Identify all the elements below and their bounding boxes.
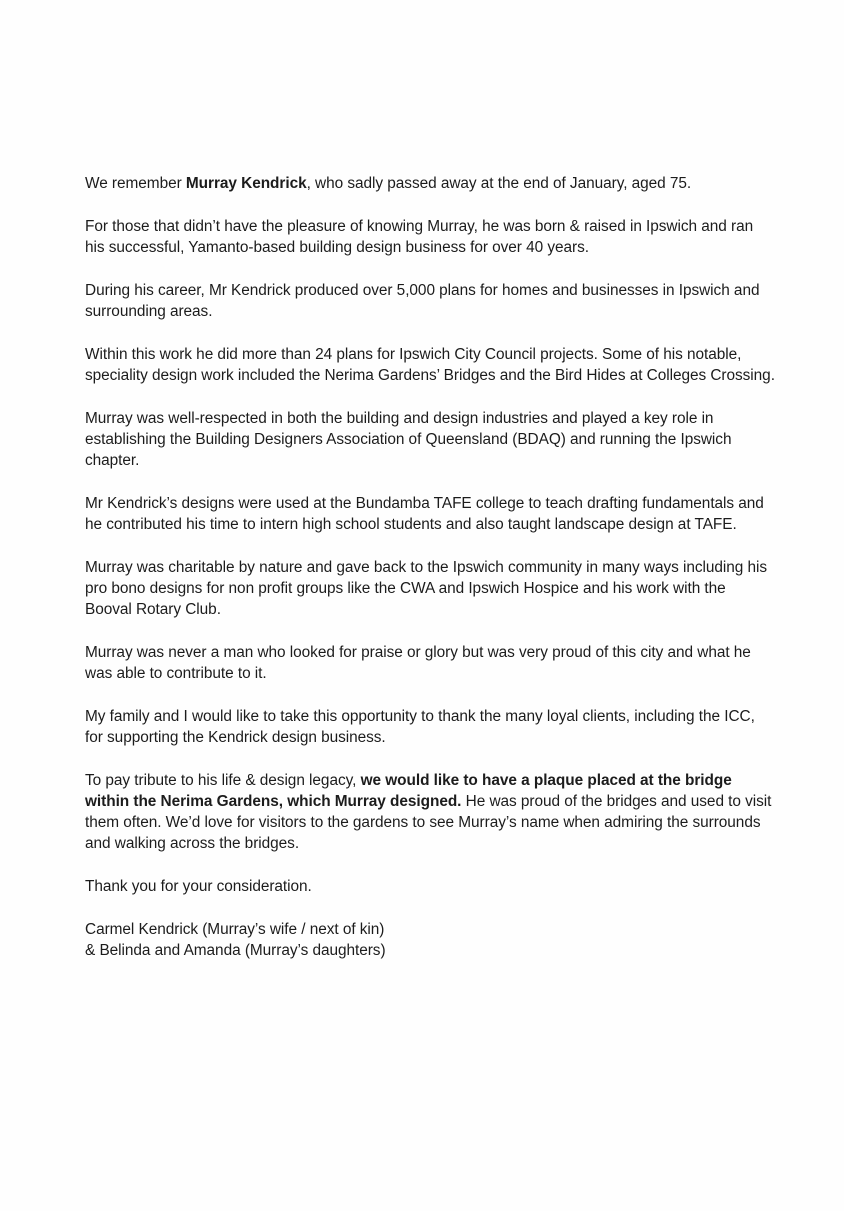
paragraph-thanks-clients: My family and I would like to take this opportunity to thank the many loyal clients, including the ICC, for supporting the Kendrick design business. bbox=[85, 708, 755, 746]
request-text-before: To pay tribute to his life & design legacy, bbox=[85, 772, 361, 789]
paragraph-closing: Thank you for your consideration. bbox=[85, 878, 312, 895]
signoff-line-2: & Belinda and Amanda (Murray’s daughters) bbox=[85, 942, 386, 959]
paragraph-career: During his career, Mr Kendrick produced over 5,000 plans for homes and businesses in Ipswich and surrounding areas. bbox=[85, 282, 760, 320]
paragraph-industry-role: Murray was well-respected in both the building and design industries and played a key role in establishing the Building Designers Association of Queensland (BDAQ) and running the Ipswich chapter. bbox=[85, 410, 732, 469]
intro-text-before: We remember bbox=[85, 175, 186, 192]
paragraph-council-work: Within this work he did more than 24 plans for Ipswich City Council projects. Some of his notable, speciality design work included the Nerima Gardens’ Bridges and the Bird Hides at Colleges Crossing. bbox=[85, 346, 775, 384]
request-text-after: He was proud of the bridges and used to visit them often. We’d love for visitors to the gardens to see Murray’s name when admiring the surrounds and walking across the bridges. bbox=[85, 793, 772, 852]
signoff-line-1: Carmel Kendrick (Murray’s wife / next of kin) bbox=[85, 921, 385, 938]
deceased-name: Murray Kendrick bbox=[185, 175, 307, 192]
paragraph-teaching: Mr Kendrick’s designs were used at the Bundamba TAFE college to teach drafting fundamentals and he contributed his time to intern high school students and also taught landscape design at TAFE. bbox=[85, 495, 764, 533]
letter-body bbox=[85, 173, 775, 961]
paragraph-character: Murray was never a man who looked for praise or glory but was very proud of this city and what he was able to contribute to it. bbox=[85, 644, 751, 682]
intro-text-after: , who sadly passed away at the end of January, aged 75. bbox=[306, 175, 692, 192]
paragraph-background: For those that didn’t have the pleasure of knowing Murray, he was born & raised in Ipswich and ran his successful, Yamanto-based building design business for over 40 years. bbox=[85, 218, 754, 256]
paragraph-intro bbox=[85, 173, 775, 194]
paragraph-charity: Murray was charitable by nature and gave back to the Ipswich community in many ways including his pro bono designs for non profit groups like the CWA and Ipswich Hospice and his work with the Booval Rotary Club. bbox=[85, 559, 768, 618]
request-highlight: we would like to have a plaque placed at the bridge within the Nerima Gardens, which Murray designed. bbox=[85, 772, 732, 810]
signoff-block bbox=[85, 919, 775, 961]
paragraph-plaque-request bbox=[85, 770, 775, 854]
